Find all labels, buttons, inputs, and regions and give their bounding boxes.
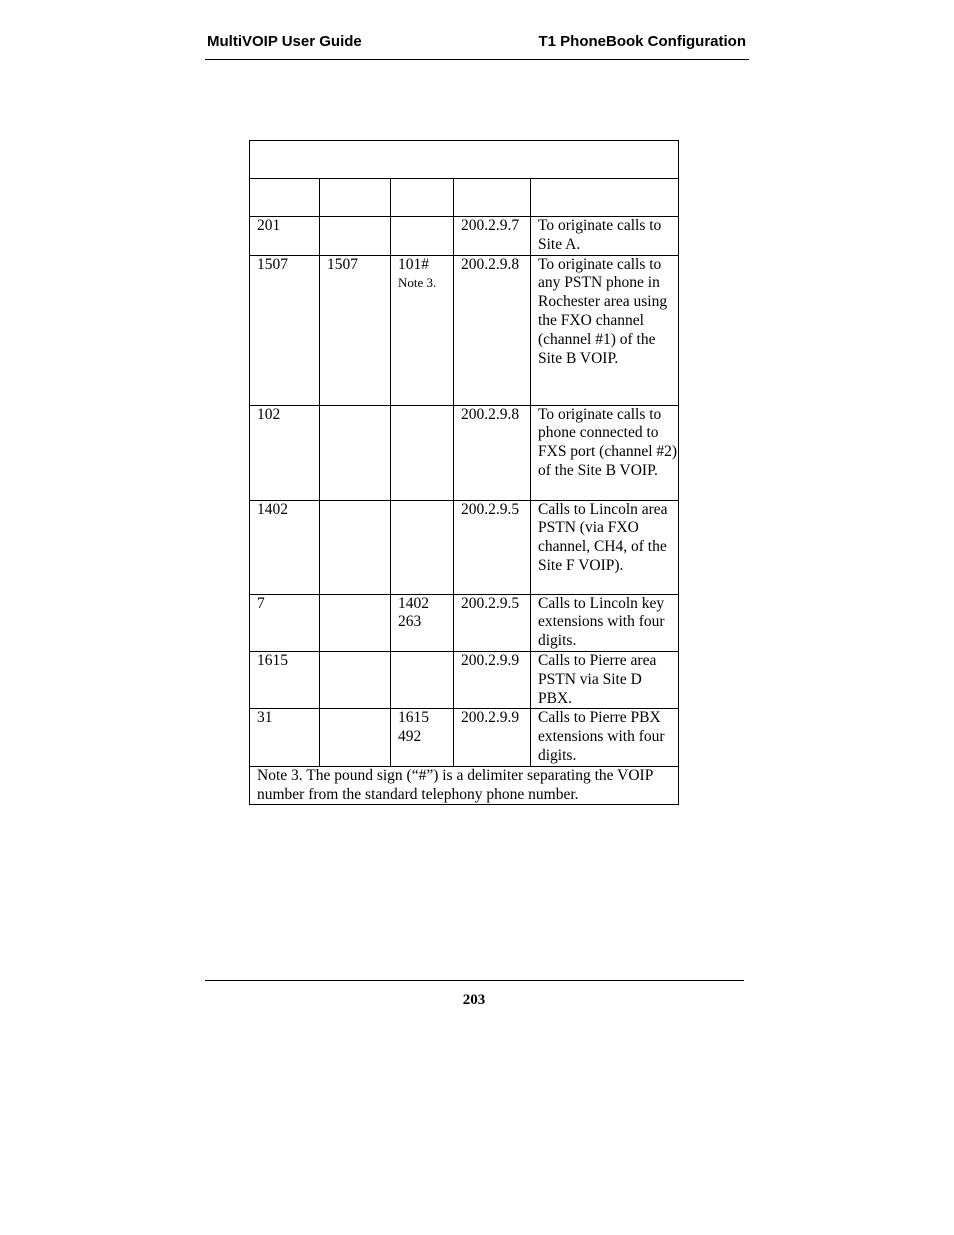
table-footnote: Note 3. The pound sign (“#”) is a delimiter separating the VOIP number from the standard telephony phone number.: [250, 766, 679, 805]
table-title-row: [250, 141, 679, 179]
phonebook-table: [249, 140, 679, 805]
remove-prefix: [320, 709, 391, 766]
add-prefix-value: 1615 492: [398, 709, 429, 746]
table-title-cell: [250, 141, 679, 179]
table-row: [250, 500, 679, 594]
add-prefix: [391, 709, 454, 766]
destination-pattern: 31: [250, 709, 320, 766]
running-header-title: MultiVOIP User Guide: [207, 33, 362, 50]
column-header: [391, 179, 454, 217]
table-row: [250, 709, 679, 766]
destination-pattern: 201: [250, 217, 320, 256]
ip-address: 200.2.9.8: [454, 405, 531, 500]
remove-prefix: [320, 651, 391, 708]
description: To originate calls to phone connected to FXS port (channel #2) of the Site B VOIP.: [531, 405, 679, 500]
destination-pattern: 7: [250, 594, 320, 651]
description: To originate calls to Site A.: [531, 217, 679, 256]
column-header: [250, 179, 320, 217]
add-prefix: [391, 405, 454, 500]
page-number: 203: [462, 992, 486, 1008]
ip-address: 200.2.9.7: [454, 217, 531, 256]
column-header: [320, 179, 391, 217]
description: Calls to Lincoln area PSTN (via FXO channel, CH4, of the Site F VOIP).: [531, 500, 679, 594]
remove-prefix: [320, 500, 391, 594]
destination-pattern: 102: [250, 405, 320, 500]
remove-prefix: [320, 594, 391, 651]
destination-pattern: 1615: [250, 651, 320, 708]
running-header-section: T1 PhoneBook Configuration: [538, 33, 746, 50]
table-note-row: [250, 766, 679, 805]
table-row: [250, 255, 679, 405]
footer-divider: [205, 980, 744, 981]
remove-prefix: [320, 405, 391, 500]
table-row: [250, 594, 679, 651]
ip-address: 200.2.9.5: [454, 500, 531, 594]
add-prefix: [391, 217, 454, 256]
ip-address: 200.2.9.5: [454, 594, 531, 651]
description: To originate calls to any PSTN phone in Rochester area using the FXO channel (channel #1) of the Site B VOIP.: [531, 255, 679, 405]
remove-prefix: 1507: [320, 255, 391, 405]
add-prefix: [391, 594, 454, 651]
destination-pattern: 1402: [250, 500, 320, 594]
add-prefix-value: 1402 263: [398, 594, 429, 631]
add-prefix: [391, 651, 454, 708]
description: Calls to Pierre area PSTN via Site D PBX.: [531, 651, 679, 708]
column-header: [454, 179, 531, 217]
table-row: [250, 405, 679, 500]
ip-address: 200.2.9.9: [454, 709, 531, 766]
description: Calls to Pierre PBX extensions with four digits.: [531, 709, 679, 766]
add-prefix: [391, 500, 454, 594]
header-divider: [205, 59, 749, 60]
add-prefix-value: 101#: [398, 255, 429, 273]
column-header: [531, 179, 679, 217]
ip-address: 200.2.9.8: [454, 255, 531, 405]
remove-prefix: [320, 217, 391, 256]
table-row: [250, 651, 679, 708]
ip-address: 200.2.9.9: [454, 651, 531, 708]
description: Calls to Lincoln key extensions with four digits.: [531, 594, 679, 651]
add-prefix: [391, 255, 454, 405]
note-reference: Note 3.: [398, 275, 437, 291]
table-header-row: [250, 179, 679, 217]
table-row: [250, 217, 679, 256]
destination-pattern: 1507: [250, 255, 320, 405]
